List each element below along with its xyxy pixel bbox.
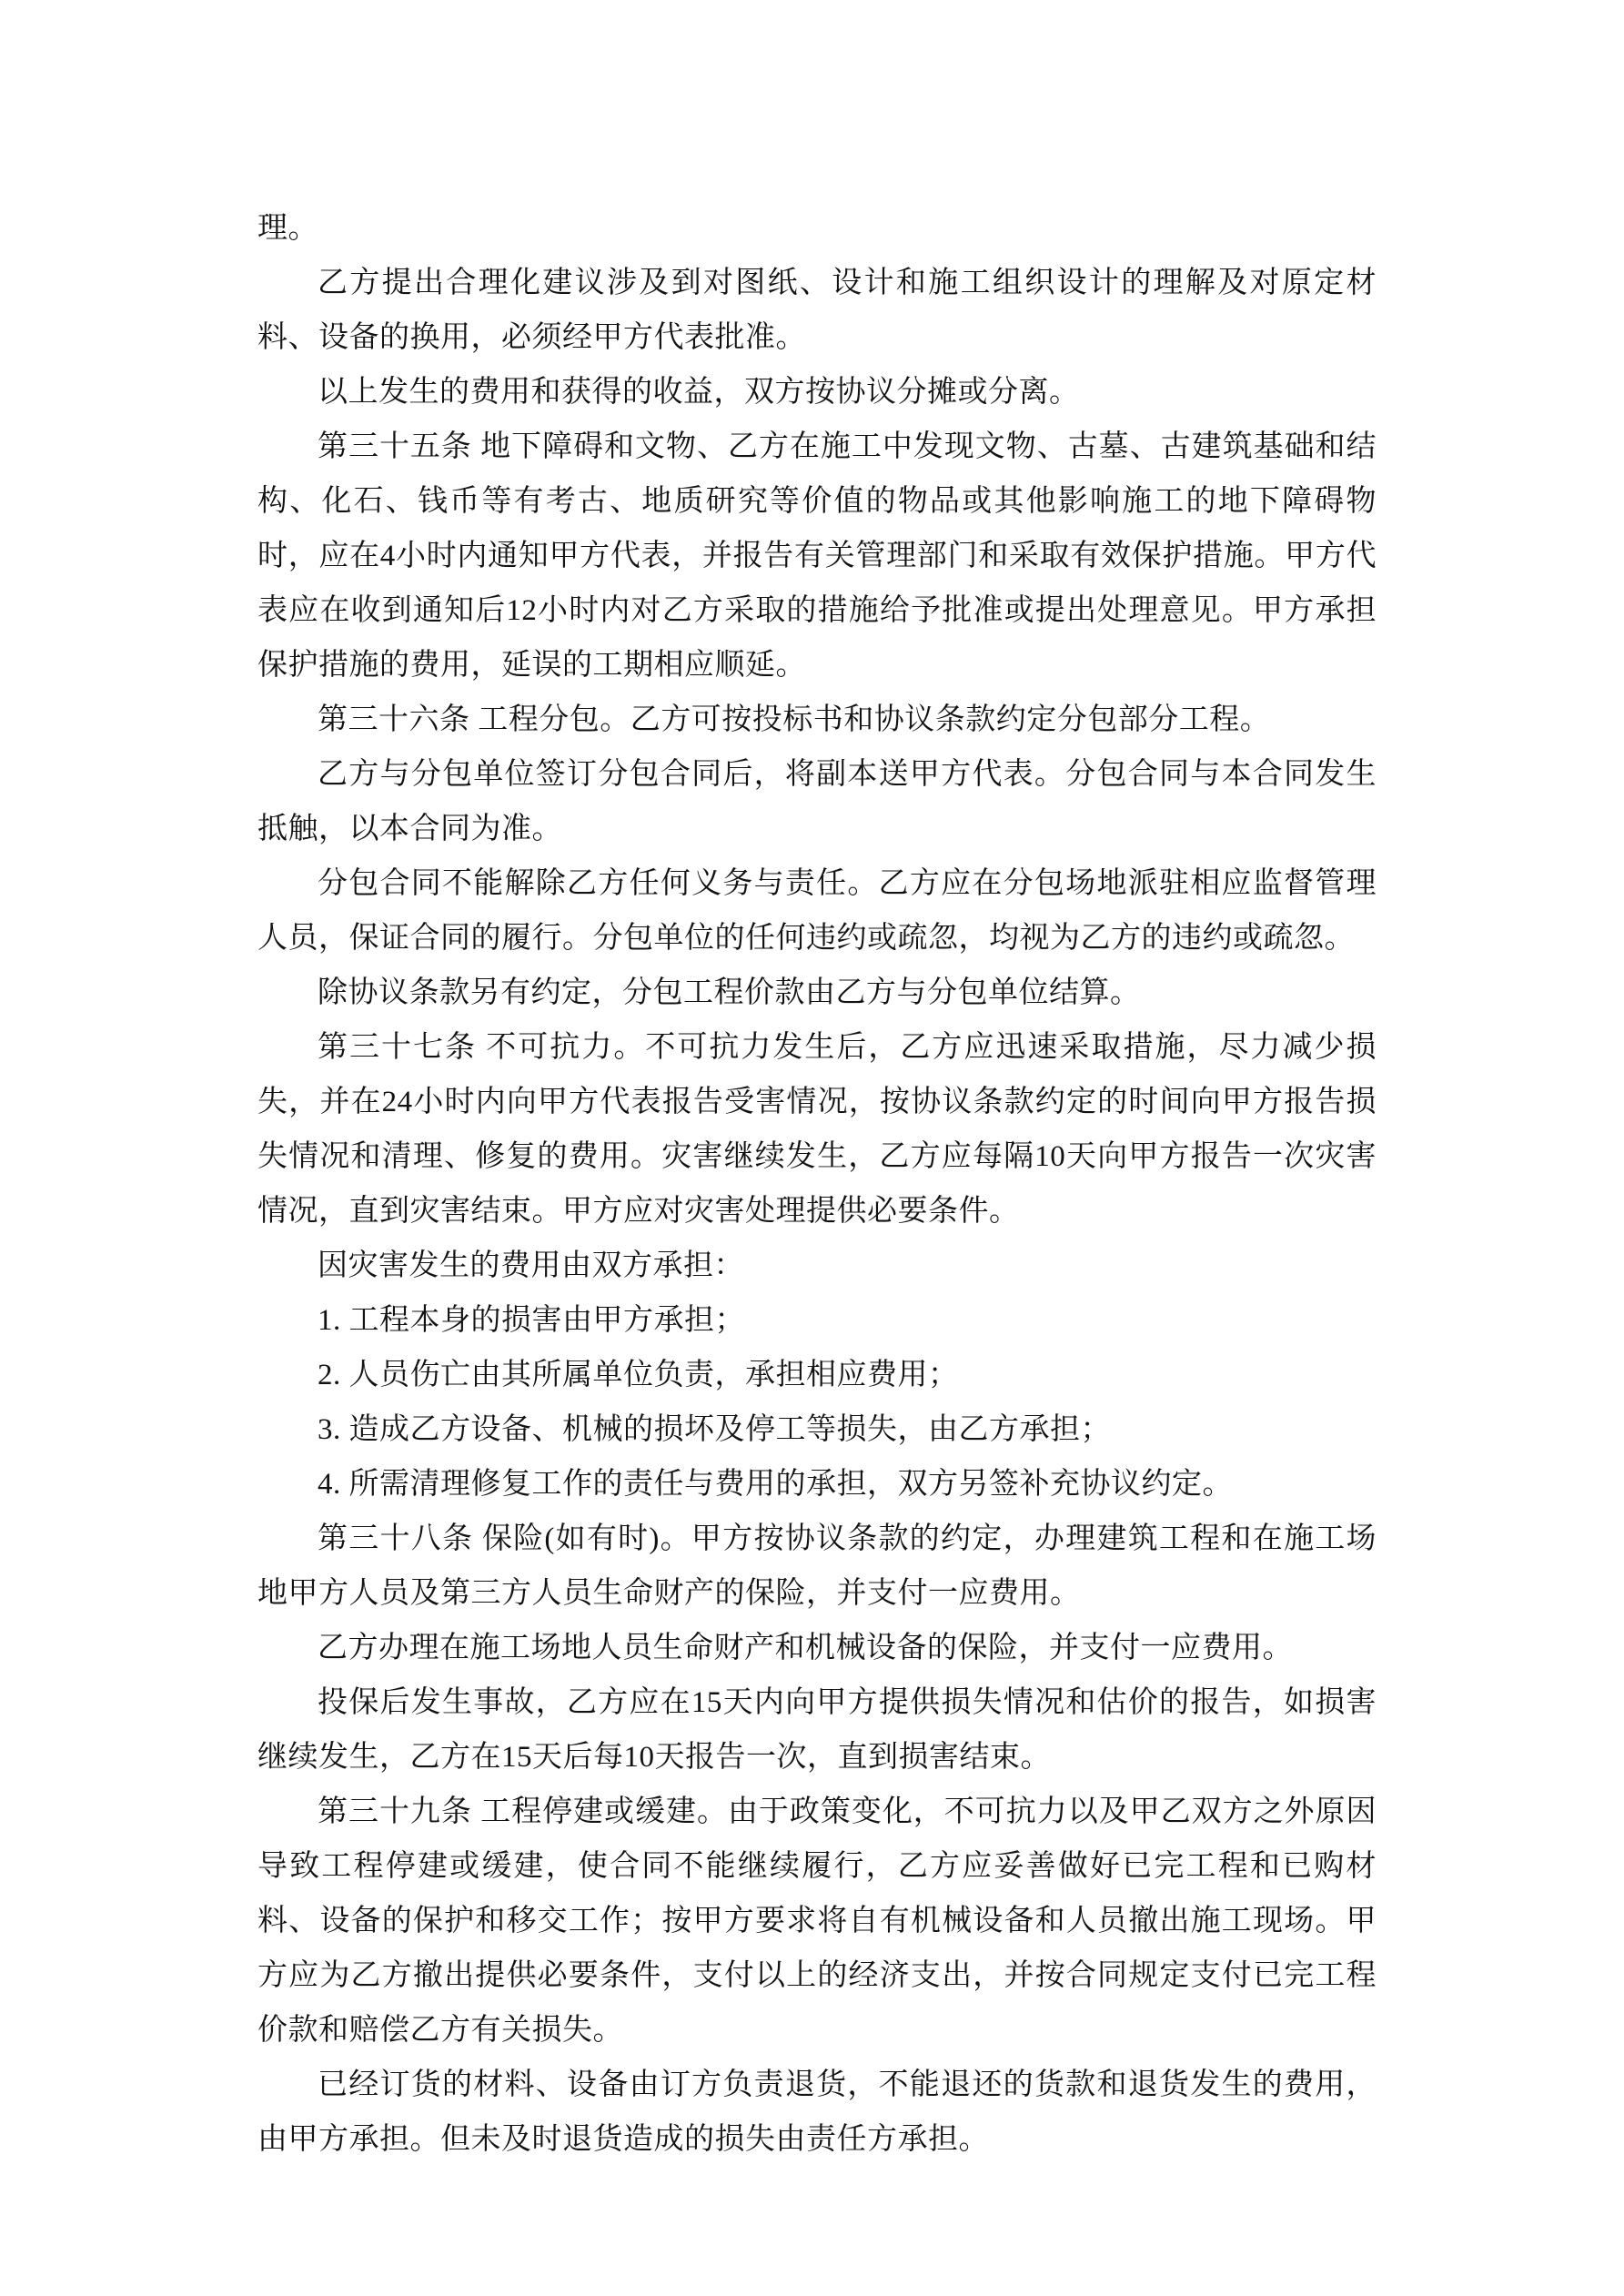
paragraph: 分包合同不能解除乙方任何义务与责任。乙方应在分包场地派驻相应监督管理人员，保证合同的履行。分包单位的任何违约或疏忽，均视为乙方的违约或疏忽。 <box>257 867 1377 955</box>
paragraph: 2. 人员伤亡由其所属单位负责，承担相应费用； <box>318 1359 959 1391</box>
paragraph: 乙方办理在施工场地人员生命财产和机械设备的保险，并支付一应费用。 <box>318 1632 1293 1664</box>
paragraph: 3. 造成乙方设备、机械的损坏及停工等损失，由乙方承担； <box>318 1413 1111 1446</box>
paragraph: 投保后发生事故，乙方应在15天内向甲方提供损失情况和估价的报告，如损害继续发生，乙方在15天后每10天报告一次，直到损害结束。 <box>257 1686 1377 1774</box>
document-body <box>257 201 1377 2167</box>
paragraph: 第三十六条 工程分包。乙方可按投标书和协议条款约定分包部分工程。 <box>318 703 1271 736</box>
paragraph: 乙方与分包单位签订分包合同后，将副本送甲方代表。分包合同与本合同发生抵触，以本合同为准。 <box>257 758 1377 845</box>
paragraph: 1. 工程本身的损害由甲方承担； <box>318 1304 745 1337</box>
paragraph: 乙方提出合理化建议涉及到对图纸、设计和施工组织设计的理解及对原定材料、设备的换用，必须经甲方代表批准。 <box>257 267 1377 354</box>
paragraph: 以上发生的费用和获得的收益，双方按协议分摊或分离。 <box>318 376 1080 409</box>
paragraph: 因灾害发生的费用由双方承担： <box>318 1249 744 1282</box>
paragraph: 4. 所需清理修复工作的责任与费用的承担，双方另签补充协议约定。 <box>318 1468 1233 1501</box>
paragraph: 理。 <box>257 212 318 245</box>
paragraph: 第三十五条 地下障碍和文物、乙方在施工中发现文物、古墓、古建筑基础和结构、化石、钱币等有考古、地质研究等价值的物品或其他影响施工的地下障碍物时，应在4小时内通知甲方代表，并报告有关管理部门和采取有效保护措施。甲方代表应在收到通知后12小时内对乙方采取的措施给予批准或提出处理意见。甲方承担保护措施的费用，延误的工期相应顺延。 <box>257 430 1377 682</box>
paragraph: 第三十七条 不可抗力。不可抗力发生后，乙方应迅速采取措施，尽力减少损失，并在24小时内向甲方代表报告受害情况，按协议条款约定的时间向甲方报告损失情况和清理、修复的费用。灾害继续发生，乙方应每隔10天向甲方报告一次灾害情况，直到灾害结束。甲方应对灾害处理提供必要条件。 <box>257 1031 1377 1228</box>
paragraph: 除协议条款另有约定，分包工程价款由乙方与分包单位结算。 <box>318 976 1141 1009</box>
paragraph: 第三十九条 工程停建或缓建。由于政策变化，不可抗力以及甲乙双方之外原因导致工程停建或缓建，使合同不能继续履行，乙方应妥善做好已完工程和已购材料、设备的保护和移交工作；按甲方要求将自有机械设备和人员撤出施工现场。甲方应为乙方撤出提供必要条件，支付以上的经济支出，并按合同规定支付已完工程价款和赔偿乙方有关损失。 <box>257 1795 1377 2047</box>
paragraph: 第三十八条 保险(如有时)。甲方按协议条款的约定，办理建筑工程和在施工场地甲方人员及第三方人员生命财产的保险，并支付一应费用。 <box>257 1522 1377 1610</box>
paragraph: 已经订货的材料、设备由订方负责退货，不能退还的货款和退货发生的费用，由甲方承担。但未及时退货造成的损失由责任方承担。 <box>257 2068 1377 2156</box>
